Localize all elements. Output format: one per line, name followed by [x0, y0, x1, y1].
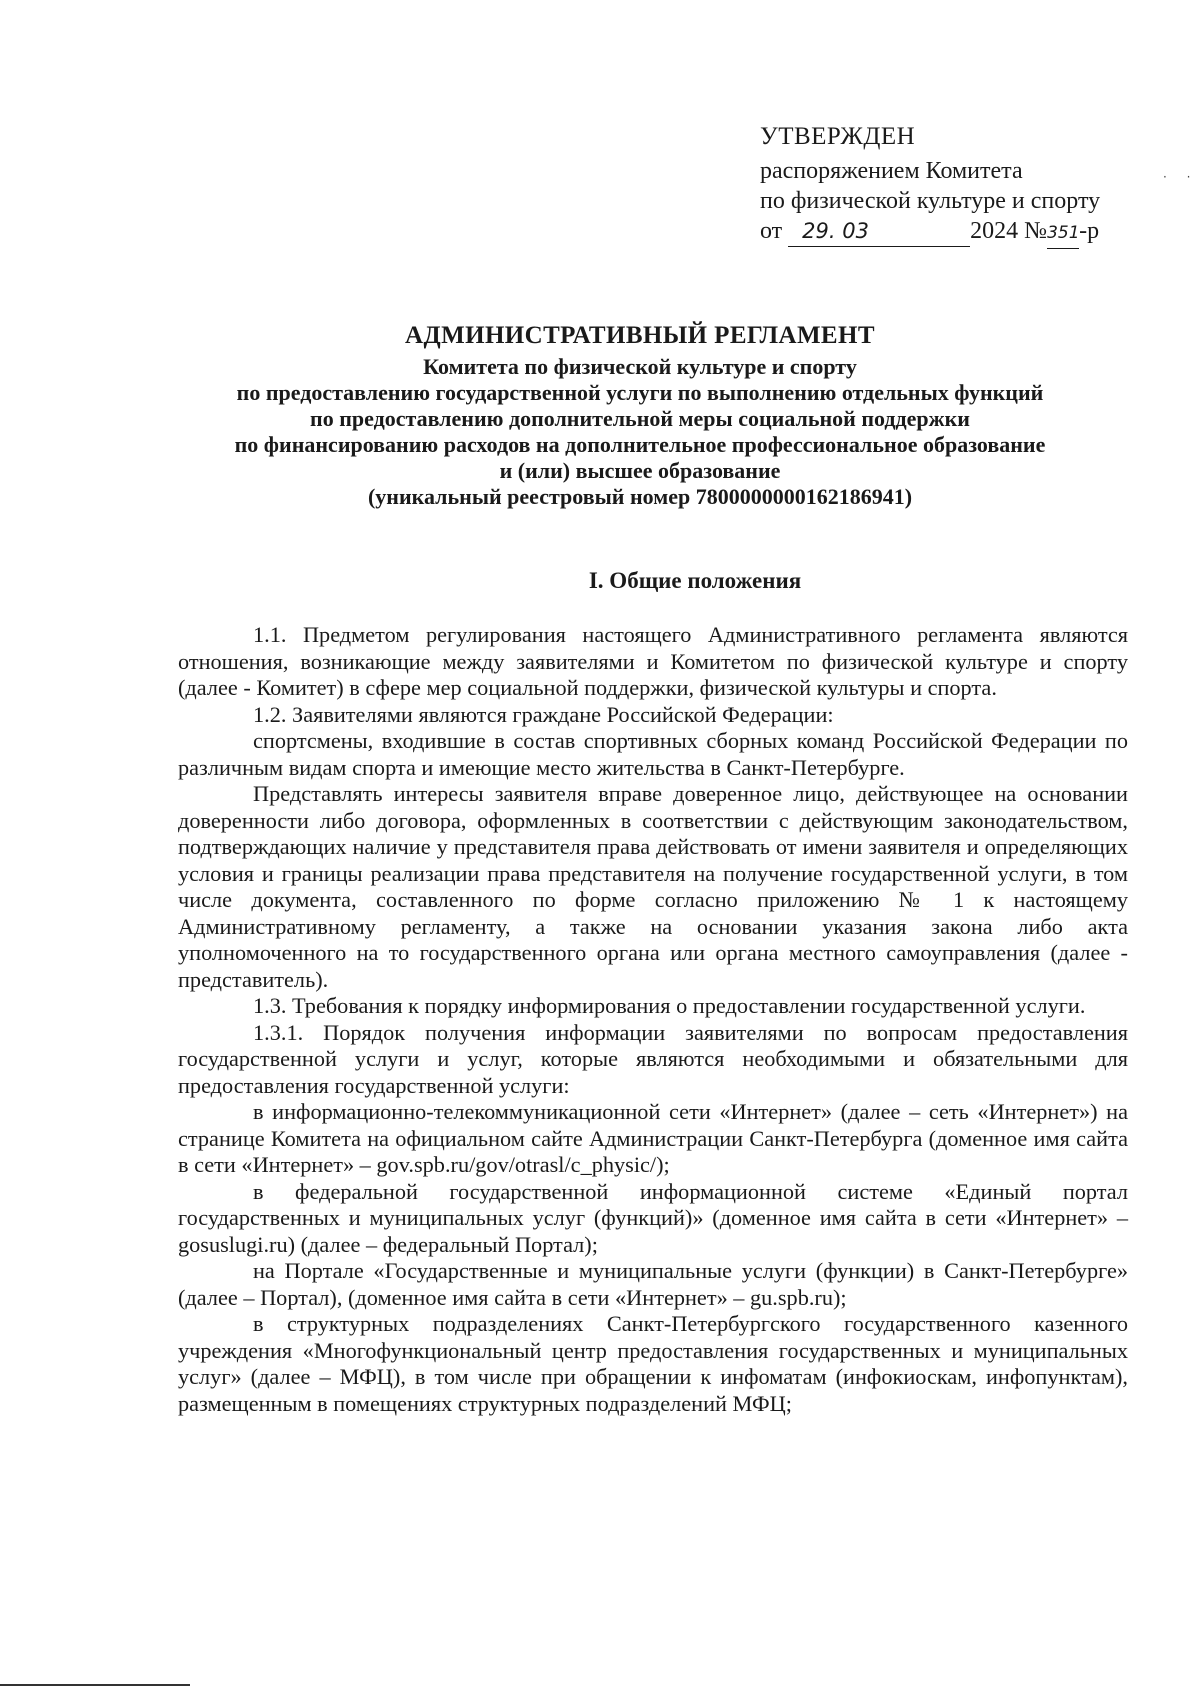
header-line: по предоставлению дополнительной меры социальной поддержки: [310, 406, 970, 431]
number-blank: [1047, 216, 1079, 249]
paragraph: 1.3. Требования к порядку информирования о предоставлении государственной услуги.: [253, 993, 1086, 1018]
scan-artifact-dots: · ·: [1163, 170, 1199, 184]
number-suffix: -р: [1079, 218, 1100, 244]
approval-stamp: [760, 122, 1160, 249]
date-blank: [788, 216, 970, 247]
paragraph: в федеральной государственной информационной системе «Единый портал государственных и муниципальных услуг (функций)» (доменное имя сайта в сети «Интернет» – gosuslugi.ru) (далее – федеральный Портал);: [178, 1178, 1128, 1257]
header-line: (уникальный реестровый номер 7800000000162186941): [367, 484, 913, 509]
document-header: [150, 318, 1130, 510]
header-line: по предоставлению государственной услуги по выполнению отдельных функций: [236, 380, 1044, 405]
paragraph: на Портале «Государственные и муниципальные услуги (функции) в Санкт-Петербурге» (далее – Портал), (доменное имя сайта в сети «Интернет» – gu.spb.ru);: [178, 1258, 1128, 1310]
header-line: Комитета по физической культуре и спорту: [423, 354, 857, 379]
paragraph: Представлять интересы заявителя вправе доверенное лицо, действующее на основании доверенности либо договора, оформленных в соответствии с действующим законодательством, подтверждающих наличие у представителя права действовать от имени заявителя и определяющих условия и границы реализации права представителя на получение государственной услуги, в том числе документа, составленного по форме согласно приложению № 1 к настоящему Административному регламенту, а также на основании указания закона либо акта уполномоченного на то государственного органа или органа местного самоуправления (далее - представитель).: [178, 781, 1128, 992]
paragraph: в структурных подразделениях Санкт-Петербургского государственного казенного учреждения «Многофункциональный центр предоставления государственных и муниципальных услуг» (далее – МФЦ), в том числе при обращении к инфоматам (инфокиоскам, инфопунктам), размещенным в помещениях структурных подразделений МФЦ;: [178, 1311, 1128, 1416]
handwritten-number: 351: [1047, 223, 1080, 243]
approval-line-1: распоряжением Комитета: [760, 158, 1023, 184]
number-prefix: №: [1024, 218, 1048, 244]
header-line: и (или) высшее образование: [499, 458, 781, 483]
approval-date-line: [760, 216, 1160, 249]
approval-title: УТВЕРЖДЕН: [760, 123, 916, 150]
paragraph: 1.2. Заявителями являются граждане Российской Федерации:: [253, 701, 834, 727]
approval-line-2: по физической культуре и спорту: [760, 188, 1101, 214]
header-line: по финансированию расходов на дополнительное профессиональное образование: [234, 432, 1046, 457]
from-prefix: от: [760, 218, 783, 244]
paragraph: в информационно-телекоммуникационной сети «Интернет» (далее – сеть «Интернет») на странице Комитета на официальном сайте Администрации Санкт-Петербурга (доменное имя сайта в сети «Интернет» – gov.spb.ru/gov/otrasl/c_physic/);: [178, 1099, 1128, 1177]
paragraph: 1.1. Предметом регулирования настоящего Административного регламента являются отношения, возникающие между заявителями и Комитетом по физической культуре и спорту (далее - Комитет) в сфере мер социальной поддержки, физической культуры и спорта.: [178, 622, 1128, 700]
document-body: [178, 622, 1128, 1417]
section-title: I. Общие положения: [588, 568, 802, 593]
year: 2024: [970, 218, 1019, 244]
handwritten-date: 29. 03: [802, 219, 869, 243]
document-title: АДМИНИСТРАТИВНЫЙ РЕГЛАМЕНТ: [405, 322, 875, 349]
paragraph: 1.3.1. Порядок получения информации заявителями по вопросам предоставления государственной услуги и услуг, которые являются необходимыми и обязательными для предоставления государственной услуги:: [178, 1019, 1128, 1098]
bottom-scan-line: [0, 1684, 190, 1686]
paragraph: спортсмены, входившие в состав спортивных сборных команд Российской Федерации по различным видам спорта и имеющие место жительства в Санкт-Петербурге.: [178, 728, 1128, 780]
